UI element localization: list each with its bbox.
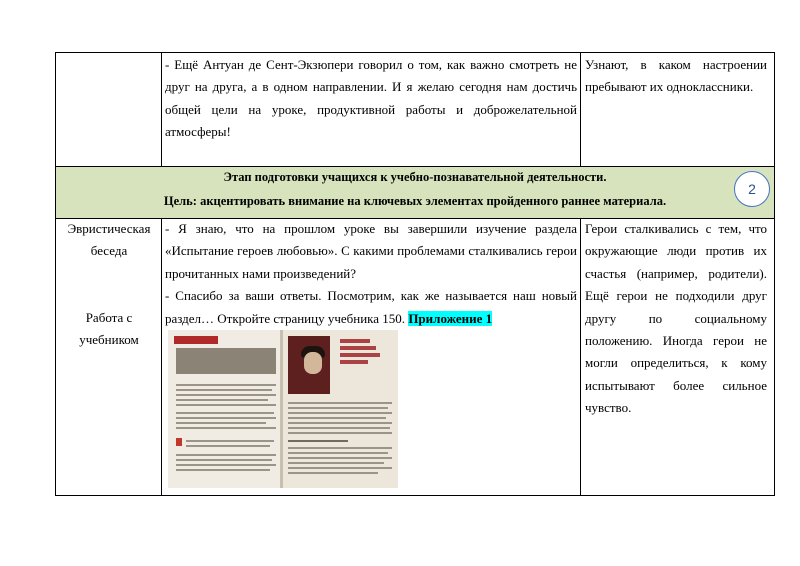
form-cell bbox=[59, 218, 159, 352]
student-answer: Герои сталкивались с тем, что окружающие люди против их счастья (например, родители). Ещё герои не подходили друг другу по социальному положению. Иногда герои не могли определиться, к кому испытывают более сильное чувство. bbox=[585, 221, 767, 416]
lesson-table bbox=[55, 52, 775, 496]
textbook-author-heading bbox=[340, 336, 390, 360]
textbook-section-label bbox=[174, 336, 218, 344]
stage-title: Этап подготовки учащихся к учебно-познавательной деятельности. bbox=[223, 170, 607, 184]
appendix-highlight: Приложение 1 bbox=[408, 310, 493, 326]
teacher-instruction: - Спасибо за ваши ответы. Посмотрим, как же называется наш новый раздел… Откройте страницу учебника 150. Приложение 1 bbox=[165, 288, 577, 326]
student-cell bbox=[585, 54, 767, 99]
textbook-title-block bbox=[176, 348, 276, 374]
student-text: Узнают, в каком настроении пребывают их одноклассники. bbox=[585, 57, 767, 95]
teacher-cell bbox=[165, 54, 577, 144]
teacher-cell-2 bbox=[165, 218, 577, 330]
teacher-question: - Я знаю, что на прошлом уроке вы завершили изучение раздела «Испытание героев любовью». С какими проблемами сталкивались герои прочитанных нами произведений? bbox=[165, 221, 577, 281]
textbook-image bbox=[168, 330, 398, 488]
lermontov-portrait bbox=[288, 336, 330, 394]
form-textbook: Работа с учебником bbox=[79, 309, 139, 348]
stage-goal: Цель: акцентировать внимание на ключевых элементах пройденного раннее материала. bbox=[163, 194, 667, 208]
page-number-badge: 2 bbox=[734, 171, 770, 207]
student-cell-2 bbox=[585, 218, 767, 420]
form-heuristic: Эвристическая беседа bbox=[67, 221, 151, 259]
teacher-text: - Ещё Антуан де Сент-Экзюпери говорил о том, как важно смотреть не друг на друга, а в одном направлении. И я желаю сегодня нам достичь общей цели на уроке, продуктивной работы и доброжелательной атмосферы! bbox=[165, 57, 577, 140]
